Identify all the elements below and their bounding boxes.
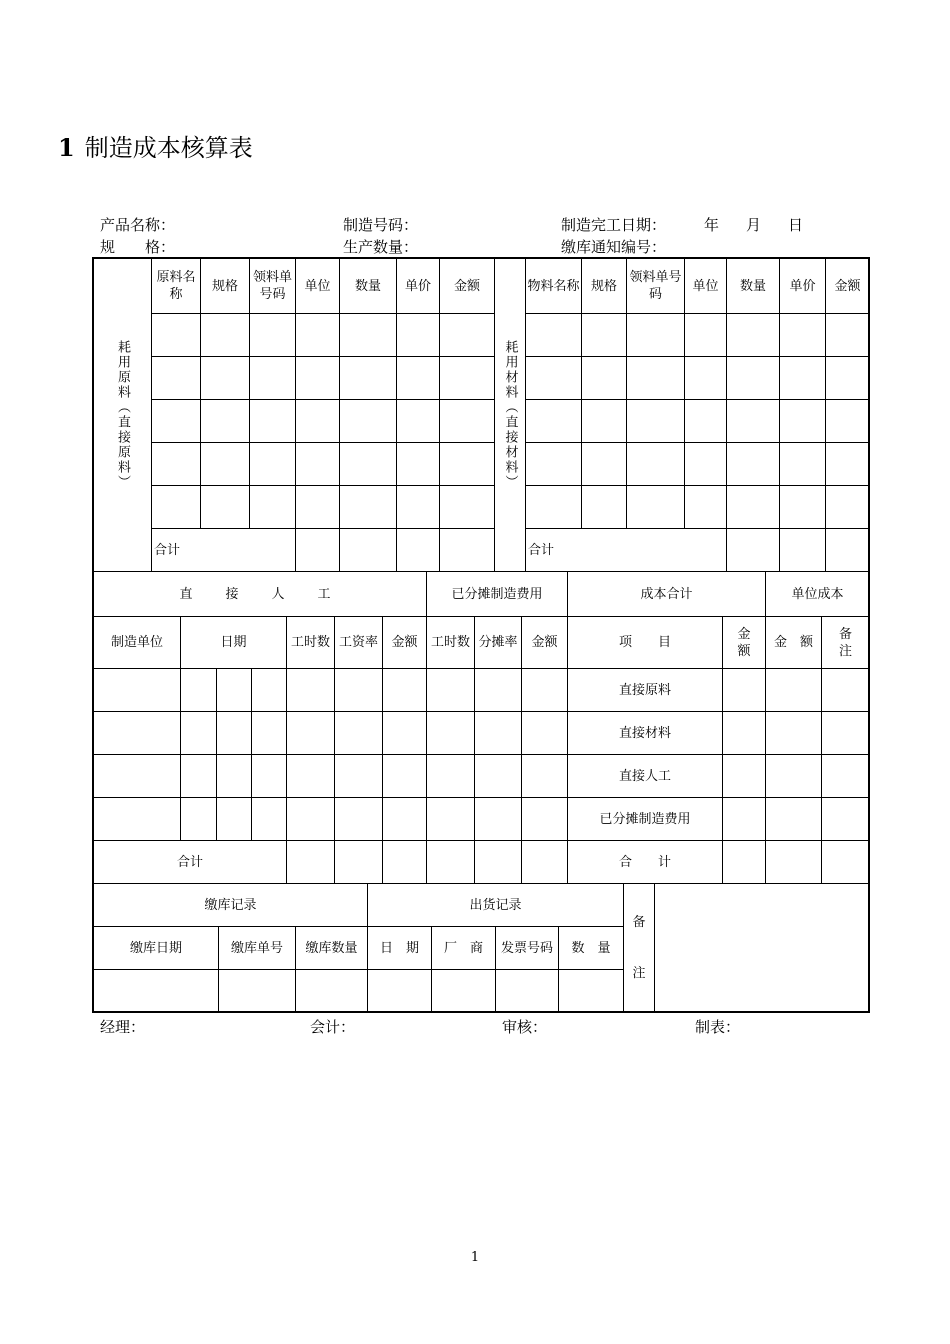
header-cell: 金额 <box>723 617 766 669</box>
input-cell[interactable] <box>475 669 522 712</box>
preparer-label: 制表： <box>695 1018 741 1036</box>
input-cell[interactable] <box>94 755 181 798</box>
input-cell[interactable] <box>727 486 780 529</box>
input-cell[interactable] <box>252 669 287 712</box>
input-cell[interactable] <box>582 357 627 400</box>
product-name-label: 产品名称： <box>100 216 176 234</box>
input-cell[interactable] <box>217 712 252 755</box>
input-cell[interactable] <box>335 841 383 884</box>
labor-cost-table <box>93 571 870 884</box>
input-cell[interactable] <box>440 314 495 357</box>
input-cell[interactable] <box>685 486 727 529</box>
input-cell[interactable] <box>335 798 383 841</box>
input-cell[interactable] <box>440 529 495 572</box>
header-cell: 领料单号码 <box>250 259 296 314</box>
input-cell[interactable] <box>496 970 559 1013</box>
input-cell[interactable] <box>522 669 568 712</box>
input-cell[interactable] <box>522 798 568 841</box>
header-cell: 领料单号码 <box>627 259 685 314</box>
input-cell[interactable] <box>296 400 340 443</box>
input-cell[interactable] <box>723 841 766 884</box>
cost-item-label: 直接人工 <box>568 755 723 798</box>
remark-label: 备 注 <box>624 884 655 1013</box>
materials-table <box>93 258 870 572</box>
unit-cost-header: 单位成本 <box>766 572 870 617</box>
input-cell[interactable] <box>766 798 822 841</box>
input-cell[interactable] <box>217 798 252 841</box>
input-cell[interactable] <box>727 357 780 400</box>
header-cell: 日 期 <box>368 927 432 970</box>
input-cell[interactable] <box>822 669 870 712</box>
manager-label: 经理： <box>100 1018 146 1036</box>
header-cell: 单价 <box>780 259 826 314</box>
input-cell[interactable] <box>582 486 627 529</box>
total-row <box>94 841 870 884</box>
input-cell[interactable] <box>252 798 287 841</box>
spec-label: 规 格： <box>100 238 176 256</box>
input-cell[interactable] <box>780 400 826 443</box>
input-cell[interactable] <box>432 970 496 1013</box>
input-cell[interactable] <box>152 357 201 400</box>
input-cell[interactable] <box>526 486 582 529</box>
input-cell[interactable] <box>287 755 335 798</box>
allocated-overhead-header: 已分摊制造费用 <box>427 572 568 617</box>
section-number: 1 <box>58 133 75 162</box>
input-cell[interactable] <box>685 314 727 357</box>
header-cell: 工时数 <box>427 617 475 669</box>
input-cell[interactable] <box>440 400 495 443</box>
header-cell: 单位 <box>685 259 727 314</box>
input-cell[interactable] <box>252 755 287 798</box>
input-cell[interactable] <box>727 314 780 357</box>
input-cell[interactable] <box>152 443 201 486</box>
total-label-right: 合 计 <box>568 841 723 884</box>
input-cell[interactable] <box>152 486 201 529</box>
input-cell[interactable] <box>296 314 340 357</box>
input-cell[interactable] <box>526 443 582 486</box>
input-cell[interactable] <box>287 669 335 712</box>
input-cell[interactable] <box>826 400 870 443</box>
input-cell[interactable] <box>685 400 727 443</box>
input-cell[interactable] <box>427 669 475 712</box>
reviewer-label: 审核： <box>502 1018 548 1036</box>
input-cell[interactable] <box>822 798 870 841</box>
header-cell: 缴库数量 <box>296 927 368 970</box>
input-cell[interactable] <box>440 486 495 529</box>
input-cell[interactable] <box>780 529 826 572</box>
input-cell[interactable] <box>826 529 870 572</box>
header-cell: 原料名称 <box>152 259 201 314</box>
input-cell[interactable] <box>685 357 727 400</box>
input-cell[interactable] <box>627 357 685 400</box>
input-cell[interactable] <box>397 400 440 443</box>
header-cell: 单价 <box>397 259 440 314</box>
input-cell[interactable] <box>727 529 780 572</box>
header-cell: 数量 <box>340 259 397 314</box>
input-cell[interactable] <box>780 443 826 486</box>
input-cell[interactable] <box>822 841 870 884</box>
input-cell[interactable] <box>440 357 495 400</box>
input-cell[interactable] <box>296 443 340 486</box>
input-cell[interactable] <box>250 443 296 486</box>
table-row <box>94 669 870 712</box>
input-cell[interactable] <box>522 841 568 884</box>
input-cell[interactable] <box>340 400 397 443</box>
input-cell[interactable] <box>296 970 368 1013</box>
input-cell[interactable] <box>217 669 252 712</box>
input-cell[interactable] <box>766 755 822 798</box>
input-cell[interactable] <box>335 755 383 798</box>
input-cell[interactable] <box>780 314 826 357</box>
input-cell[interactable] <box>475 841 522 884</box>
prod-qty-label: 生产数量： <box>343 238 419 256</box>
input-cell[interactable] <box>296 529 340 572</box>
input-cell[interactable] <box>427 712 475 755</box>
input-cell[interactable] <box>475 798 522 841</box>
header-cell: 金额 <box>522 617 568 669</box>
input-cell[interactable] <box>152 400 201 443</box>
storage-no-label: 缴库通知编号： <box>561 238 667 256</box>
input-cell[interactable] <box>582 314 627 357</box>
input-cell[interactable] <box>252 712 287 755</box>
header-cell: 数 量 <box>559 927 624 970</box>
input-cell[interactable] <box>181 798 217 841</box>
table-row <box>94 798 870 841</box>
input-cell[interactable] <box>826 314 870 357</box>
input-cell[interactable] <box>822 755 870 798</box>
cost-item-label: 直接材料 <box>568 712 723 755</box>
input-cell[interactable] <box>340 529 397 572</box>
accountant-label: 会计： <box>310 1018 356 1036</box>
input-cell[interactable] <box>475 712 522 755</box>
input-cell[interactable] <box>181 669 217 712</box>
header-cell: 工资率 <box>335 617 383 669</box>
cost-total-header: 成本合计 <box>568 572 766 617</box>
input-cell[interactable] <box>780 357 826 400</box>
mfg-no-label: 制造号码： <box>343 216 419 234</box>
day-label: 日 <box>788 216 804 234</box>
input-cell[interactable] <box>582 400 627 443</box>
input-cell[interactable] <box>368 970 432 1013</box>
input-cell[interactable] <box>287 841 335 884</box>
input-cell[interactable] <box>201 357 250 400</box>
remark-area[interactable] <box>655 884 870 1013</box>
input-cell[interactable] <box>340 357 397 400</box>
completion-date-label: 制造完工日期： <box>561 216 667 234</box>
header-cell: 规格 <box>201 259 250 314</box>
table-row <box>94 755 870 798</box>
input-cell[interactable] <box>766 841 822 884</box>
input-cell[interactable] <box>397 443 440 486</box>
input-cell[interactable] <box>727 443 780 486</box>
input-cell[interactable] <box>94 712 181 755</box>
table-row <box>94 400 870 443</box>
table-row <box>94 712 870 755</box>
input-cell[interactable] <box>627 486 685 529</box>
header-cell: 厂 商 <box>432 927 496 970</box>
input-cell[interactable] <box>201 486 250 529</box>
header-cell: 工时数 <box>287 617 335 669</box>
input-cell[interactable] <box>822 712 870 755</box>
header-cell: 数量 <box>727 259 780 314</box>
input-cell[interactable] <box>383 712 427 755</box>
header-cell: 金 额 <box>766 617 822 669</box>
input-cell[interactable] <box>780 486 826 529</box>
header-cell: 日期 <box>181 617 287 669</box>
input-cell[interactable] <box>340 486 397 529</box>
table-row <box>94 486 870 529</box>
input-cell[interactable] <box>340 314 397 357</box>
direct-labor-header: 直 接 人 工 <box>94 572 427 617</box>
input-cell[interactable] <box>522 755 568 798</box>
input-cell[interactable] <box>427 798 475 841</box>
header-cell: 规格 <box>582 259 627 314</box>
input-cell[interactable] <box>383 841 427 884</box>
total-label-left: 合计 <box>94 841 287 884</box>
input-cell[interactable] <box>526 357 582 400</box>
input-cell[interactable] <box>427 841 475 884</box>
input-cell[interactable] <box>685 443 727 486</box>
input-cell[interactable] <box>526 400 582 443</box>
input-cell[interactable] <box>427 755 475 798</box>
input-cell[interactable] <box>766 712 822 755</box>
input-cell[interactable] <box>475 755 522 798</box>
subtotal-label-left: 合计 <box>152 529 296 572</box>
input-cell[interactable] <box>766 669 822 712</box>
header-cell: 金额 <box>826 259 870 314</box>
table-row <box>94 314 870 357</box>
header-cell: 分摊率 <box>475 617 522 669</box>
input-cell[interactable] <box>296 357 340 400</box>
header-cell: 项 目 <box>568 617 723 669</box>
header-cell: 单位 <box>296 259 340 314</box>
records-table <box>93 883 870 1013</box>
input-cell[interactable] <box>582 443 627 486</box>
header-cell: 缴库单号 <box>219 927 296 970</box>
input-cell[interactable] <box>335 712 383 755</box>
input-cell[interactable] <box>201 400 250 443</box>
input-cell[interactable] <box>627 443 685 486</box>
header-cell: 备注 <box>822 617 870 669</box>
month-label: 月 <box>746 216 762 234</box>
input-cell[interactable] <box>627 314 685 357</box>
page-title <box>58 128 253 163</box>
input-cell[interactable] <box>723 712 766 755</box>
cost-item-label: 已分摊制造费用 <box>568 798 723 841</box>
input-cell[interactable] <box>250 400 296 443</box>
input-cell[interactable] <box>201 314 250 357</box>
input-cell[interactable] <box>723 798 766 841</box>
input-cell[interactable] <box>397 486 440 529</box>
input-cell[interactable] <box>723 755 766 798</box>
input-cell[interactable] <box>335 669 383 712</box>
title-text: 制造成本核算表 <box>84 134 253 162</box>
input-cell[interactable] <box>201 443 250 486</box>
input-cell[interactable] <box>250 357 296 400</box>
left-side-label: 耗用原料（直接原料） <box>94 259 152 572</box>
table-row <box>94 357 870 400</box>
input-cell[interactable] <box>287 712 335 755</box>
header-cell: 金额 <box>383 617 427 669</box>
input-cell[interactable] <box>397 357 440 400</box>
subtotal-row <box>94 529 870 572</box>
input-cell[interactable] <box>723 669 766 712</box>
page-number: 1 <box>470 1250 480 1265</box>
header-cell: 缴库日期 <box>94 927 219 970</box>
input-cell[interactable] <box>287 798 335 841</box>
input-cell[interactable] <box>217 755 252 798</box>
right-side-label: 耗用材料（直接材料） <box>495 259 526 572</box>
table-row <box>94 443 870 486</box>
input-cell[interactable] <box>526 314 582 357</box>
input-cell[interactable] <box>826 443 870 486</box>
input-cell[interactable] <box>94 798 181 841</box>
input-cell[interactable] <box>727 400 780 443</box>
input-cell[interactable] <box>181 755 217 798</box>
input-cell[interactable] <box>250 314 296 357</box>
input-cell[interactable] <box>383 669 427 712</box>
input-cell[interactable] <box>559 970 624 1013</box>
header-cell: 物料名称 <box>526 259 582 314</box>
input-cell[interactable] <box>440 443 495 486</box>
shipment-record-header: 出货记录 <box>368 884 624 927</box>
input-cell[interactable] <box>296 486 340 529</box>
header-cell: 制造单位 <box>94 617 181 669</box>
input-cell[interactable] <box>219 970 296 1013</box>
header-cell: 发票号码 <box>496 927 559 970</box>
input-cell[interactable] <box>181 712 217 755</box>
storage-record-header: 缴库记录 <box>94 884 368 927</box>
input-cell[interactable] <box>152 314 201 357</box>
input-cell[interactable] <box>826 357 870 400</box>
cost-item-label: 直接原料 <box>568 669 723 712</box>
year-label: 年 <box>704 216 720 234</box>
input-cell[interactable] <box>397 314 440 357</box>
input-cell[interactable] <box>397 529 440 572</box>
input-cell[interactable] <box>522 712 568 755</box>
input-cell[interactable] <box>826 486 870 529</box>
input-cell[interactable] <box>94 970 219 1013</box>
input-cell[interactable] <box>383 798 427 841</box>
input-cell[interactable] <box>250 486 296 529</box>
input-cell[interactable] <box>627 400 685 443</box>
input-cell[interactable] <box>340 443 397 486</box>
input-cell[interactable] <box>383 755 427 798</box>
input-cell[interactable] <box>94 669 181 712</box>
header-cell: 金额 <box>440 259 495 314</box>
subtotal-label-right: 合计 <box>526 529 727 572</box>
